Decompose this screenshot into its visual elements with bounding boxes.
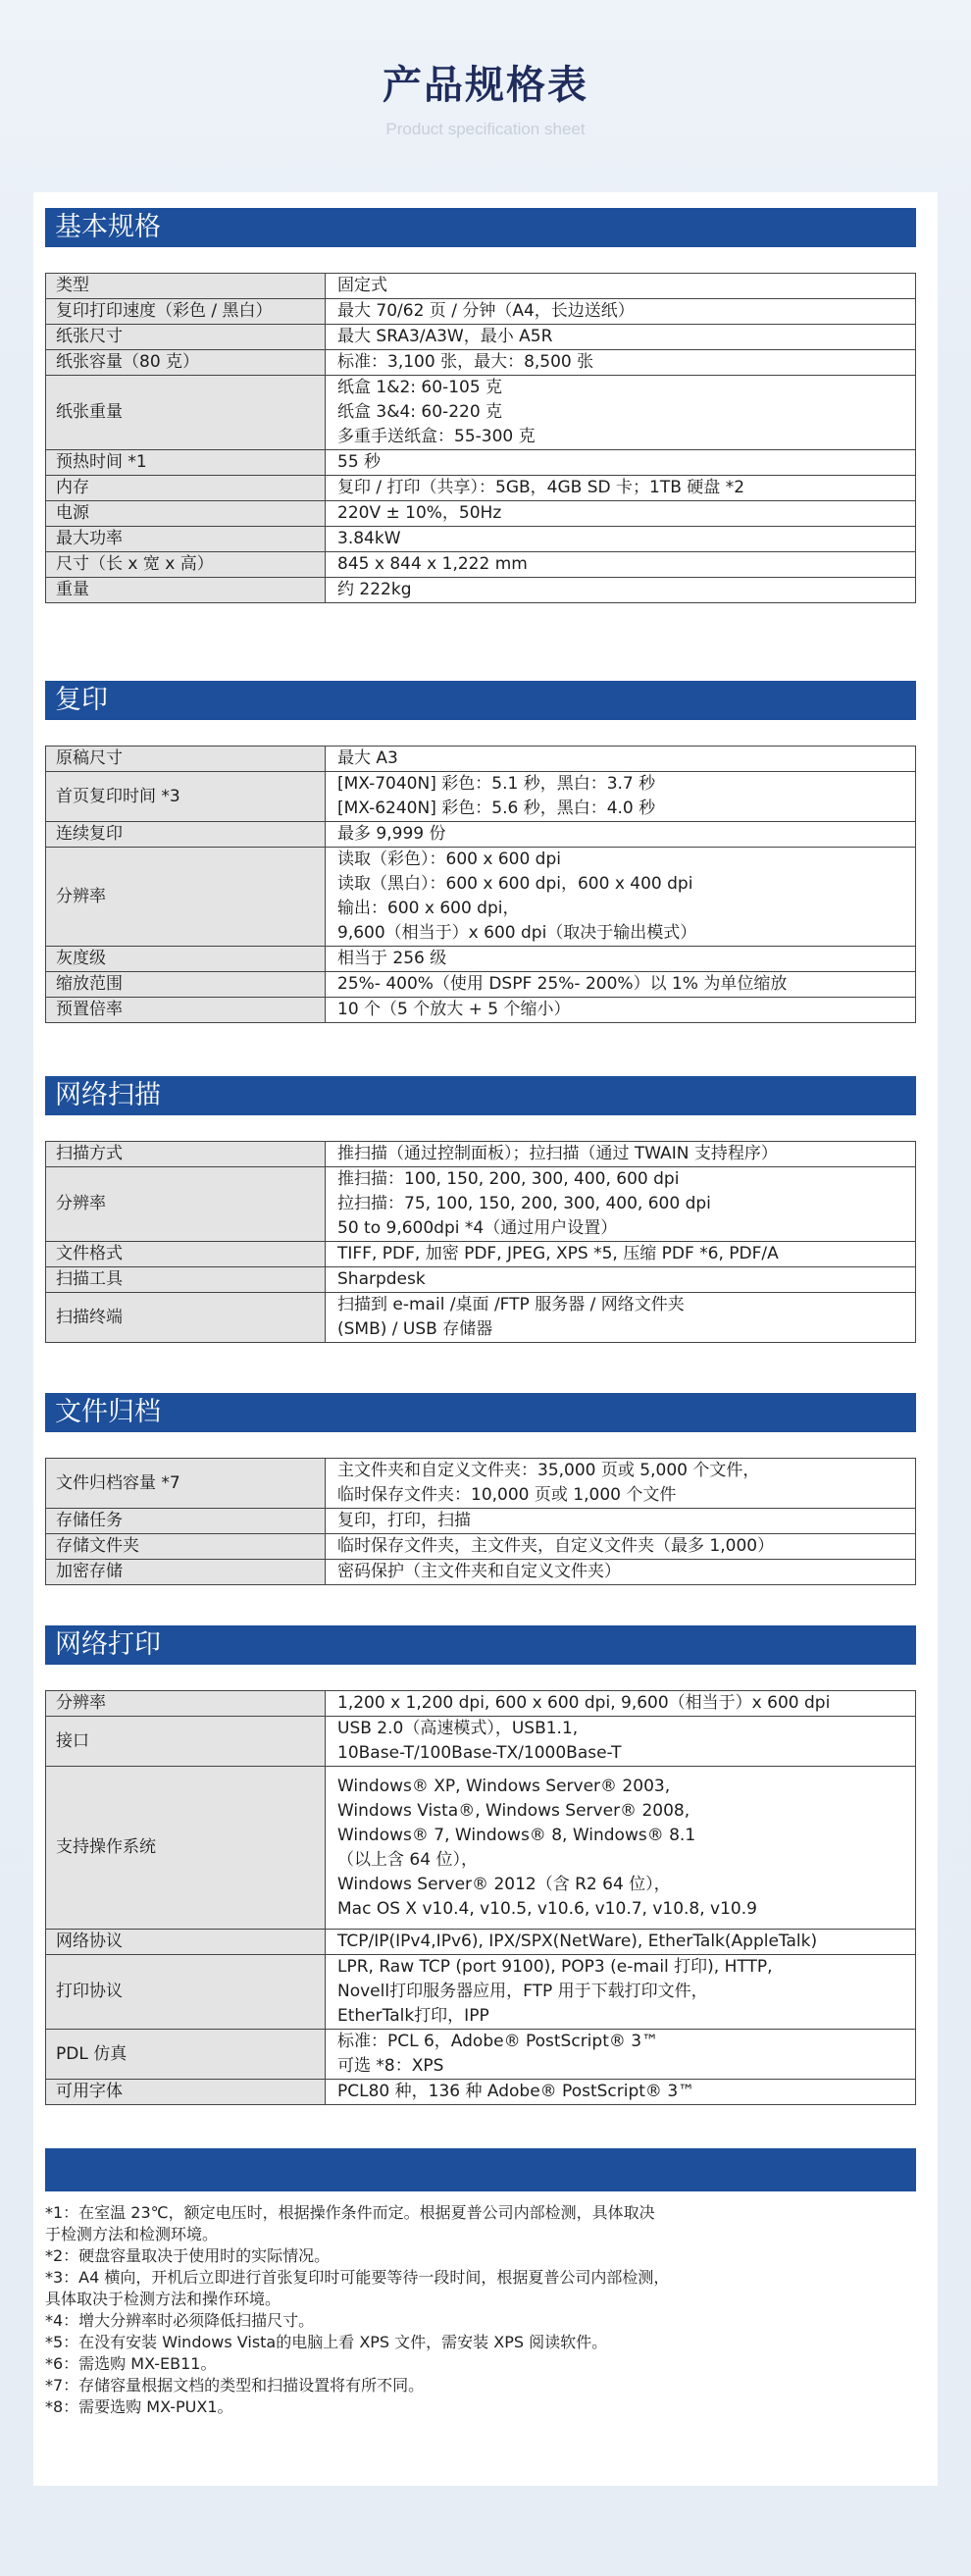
table-row [46,1242,916,1267]
spec-table [45,746,916,1023]
spec-table [45,273,916,603]
spec-label: 文件归档容量 *7 [46,1459,326,1509]
spec-table [45,1690,916,2105]
spec-label: 打印协议 [46,1955,326,2030]
table-row [46,1767,916,1930]
footnote-item: *8：需要选购 MX-PUX1。 [45,2397,233,2416]
section-4 [45,1393,916,1581]
spec-value: 主文件夹和自定义文件夹：35,000 页或 5,000 个文件， 临时保存文件夹：10,000 页或 1,000 个文件 [326,1459,916,1509]
table-row [46,1930,916,1955]
table-row [46,2030,916,2080]
table-row [46,376,916,450]
spec-value: 1,200 x 1,200 dpi, 600 x 600 dpi, 9,600（相当于）x 600 dpi [326,1691,916,1717]
spec-value: 复印 / 打印（共享）：5GB，4GB SD 卡；1TB 硬盘 *2 [326,476,916,501]
spec-value: 推扫描：100, 150, 200, 300, 400, 600 dpi 拉扫描：75, 100, 150, 200, 300, 400, 600 dpi 50 to 9,600dpi *4（通过用户设置） [326,1167,916,1242]
table-row [46,476,916,501]
spec-label: 可用字体 [46,2080,326,2105]
section-title: 网络打印 [45,1625,916,1665]
footnote-item: *1：在室温 23℃，额定电压时，根据操作条件而定。根据夏普公司内部检测，具体取决 于检测方法和检测环境。 [45,2203,655,2243]
table-row [46,1267,916,1293]
spec-value: PCL80 种，136 种 Adobe® PostScript® 3™ [326,2080,916,2105]
table-row [46,747,916,772]
spec-label: 电源 [46,501,326,527]
page-subtitle: Product specification sheet [385,120,586,138]
table-row [46,972,916,998]
table-row [46,1293,916,1343]
section-title: 复印 [45,681,916,720]
spec-label: 复印打印速度（彩色 / 黑白） [46,299,326,325]
spec-label: 连续复印 [46,822,326,848]
spec-label: 纸张重量 [46,376,326,450]
spec-value: 最大 70/62 页 / 分钟（A4，长边送纸） [326,299,916,325]
spec-label: 灰度级 [46,947,326,972]
spec-label: 存储文件夹 [46,1534,326,1560]
spec-value: 最多 9,999 份 [326,822,916,848]
spec-value: 临时保存文件夹，主文件夹，自定义文件夹（最多 1,000） [326,1534,916,1560]
spec-table [45,1141,916,1343]
spec-value: 纸盒 1&2: 60-105 克 纸盒 3&4: 60-220 克 多重手送纸盒：55-300 克 [326,376,916,450]
spec-value: 相当于 256 级 [326,947,916,972]
spec-value: 55 秒 [326,450,916,476]
spec-value: 读取（彩色）：600 x 600 dpi 读取（黑白）：600 x 600 dpi，600 x 400 dpi 输出：600 x 600 dpi， 9,600（相当于）x 600 dpi（取决于输出模式） [326,848,916,947]
spec-label: 预置倍率 [46,998,326,1023]
spec-label: 分辨率 [46,1167,326,1242]
spec-label: 扫描终端 [46,1293,326,1343]
spec-label: 预热时间 *1 [46,450,326,476]
table-row [46,947,916,972]
spec-value: 3.84kW [326,527,916,552]
footnotes [45,2202,916,2418]
spec-value: 固定式 [326,274,916,299]
table-row [46,1955,916,2030]
spec-label: 支持操作系统 [46,1767,326,1930]
footnote-item: *3：A4 横向，开机后立即进行首张复印时可能要等待一段时间，根据夏普公司内部检测， 具体取决于检测方法和操作环境。 [45,2268,670,2308]
section-2 [45,681,916,1019]
table-row [46,274,916,299]
spec-label: 最大功率 [46,527,326,552]
spec-value: 复印，打印，扫描 [326,1509,916,1534]
spec-value: 标准：PCL 6，Adobe® PostScript® 3™ 可选 *8：XPS [326,2030,916,2080]
spec-value: Sharpdesk [326,1267,916,1293]
page-title: 产品规格表 [383,63,588,108]
spec-label: 缩放范围 [46,972,326,998]
spec-value: 密码保护（主文件夹和自定义文件夹） [326,1560,916,1585]
table-row [46,450,916,476]
table-row [46,578,916,603]
section-title: 基本规格 [45,208,916,247]
spec-value: 标准：3,100 张，最大：8,500 张 [326,350,916,376]
table-row [46,1717,916,1767]
section-title: 文件归档 [45,1393,916,1432]
spec-label: 原稿尺寸 [46,747,326,772]
spec-value: TCP/IP(IPv4,IPv6), IPX/SPX(NetWare), EtherTalk(AppleTalk) [326,1930,916,1955]
spec-value: 10 个（5 个放大 + 5 个缩小） [326,998,916,1023]
spec-label: 接口 [46,1717,326,1767]
footnote-item: *7：存储容量根据文档的类型和扫描设置将有所不同。 [45,2376,425,2395]
spec-label: 类型 [46,274,326,299]
spec-table [45,1458,916,1585]
spec-label: 分辨率 [46,1691,326,1717]
page-header [0,0,971,186]
spec-label: 首页复印时间 *3 [46,772,326,822]
footnote-item: *2：硬盘容量取决于使用时的实际情况。 [45,2246,331,2265]
table-row [46,299,916,325]
spec-label: 扫描方式 [46,1142,326,1167]
spec-value: [MX-7040N] 彩色：5.1 秒，黑白：3.7 秒 [MX-6240N] 彩色：5.6 秒，黑白：4.0 秒 [326,772,916,822]
spec-label: 文件格式 [46,1242,326,1267]
section-3 [45,1076,916,1339]
table-row [46,1534,916,1560]
spec-label: 分辨率 [46,848,326,947]
section-title: 网络扫描 [45,1076,916,1115]
table-row [46,1142,916,1167]
spec-label: 扫描工具 [46,1267,326,1293]
spec-label: 纸张容量（80 克） [46,350,326,376]
spec-value: 25%- 400%（使用 DSPF 25%- 200%）以 1% 为单位缩放 [326,972,916,998]
spec-label: 网络协议 [46,1930,326,1955]
table-row [46,501,916,527]
table-row [46,822,916,848]
spec-value: 最大 A3 [326,747,916,772]
spec-value: USB 2.0（高速模式），USB1.1, 10Base-T/100Base-TX/1000Base-T [326,1717,916,1767]
spec-label: PDL 仿真 [46,2030,326,2080]
table-row [46,325,916,350]
spec-label: 纸张尺寸 [46,325,326,350]
spec-label: 加密存储 [46,1560,326,1585]
spec-value: 推扫描（通过控制面板）；拉扫描（通过 TWAIN 支持程序） [326,1142,916,1167]
spec-value: TIFF, PDF, 加密 PDF, JPEG, XPS *5, 压缩 PDF *6, PDF/A [326,1242,916,1267]
footnote-item: *6：需选购 MX-EB11。 [45,2354,217,2373]
spec-value: 约 222kg [326,578,916,603]
table-row [46,2080,916,2105]
table-row [46,527,916,552]
spec-value: Windows® XP, Windows Server® 2003, Windows Vista®, Windows Server® 2008, Windows® 7, Windows® 8, Windows® 8.1 （以上含 64 位）， Windows Server® 2012（含 R2 64 位）， Mac OS X v10.4, v10.5, v10.6, v10.7, v10.8, v10.9 [326,1767,916,1930]
table-row [46,350,916,376]
table-row [46,848,916,947]
notes-bar [45,2148,916,2191]
table-row [46,1560,916,1585]
table-row [46,998,916,1023]
spec-value: LPR, Raw TCP (port 9100), POP3 (e-mail 打印), HTTP, Novell打印服务器应用，FTP 用于下载打印文件， EtherTalk打印，IPP [326,1955,916,2030]
spec-value: 扫描到 e-mail /桌面 /FTP 服务器 / 网络文件夹 (SMB) / USB 存储器 [326,1293,916,1343]
table-row [46,552,916,578]
table-row [46,1167,916,1242]
spec-value: 最大 SRA3/A3W，最小 A5R [326,325,916,350]
footnote-item: *5：在没有安装 Windows Vista的电脑上看 XPS 文件，需安装 XPS 阅读软件。 [45,2333,608,2351]
table-row [46,772,916,822]
spec-value: 845 x 844 x 1,222 mm [326,552,916,578]
table-row [46,1509,916,1534]
table-row [46,1459,916,1509]
footnote-item: *4：增大分辨率时必须降低扫描尺寸。 [45,2311,315,2330]
spec-value: 220V ± 10%，50Hz [326,501,916,527]
section-5 [45,1625,916,2101]
spec-label: 重量 [46,578,326,603]
spec-label: 内存 [46,476,326,501]
spec-label: 存储任务 [46,1509,326,1534]
table-row [46,1691,916,1717]
section-1 [45,208,916,599]
spec-label: 尺寸（长 x 宽 x 高） [46,552,326,578]
